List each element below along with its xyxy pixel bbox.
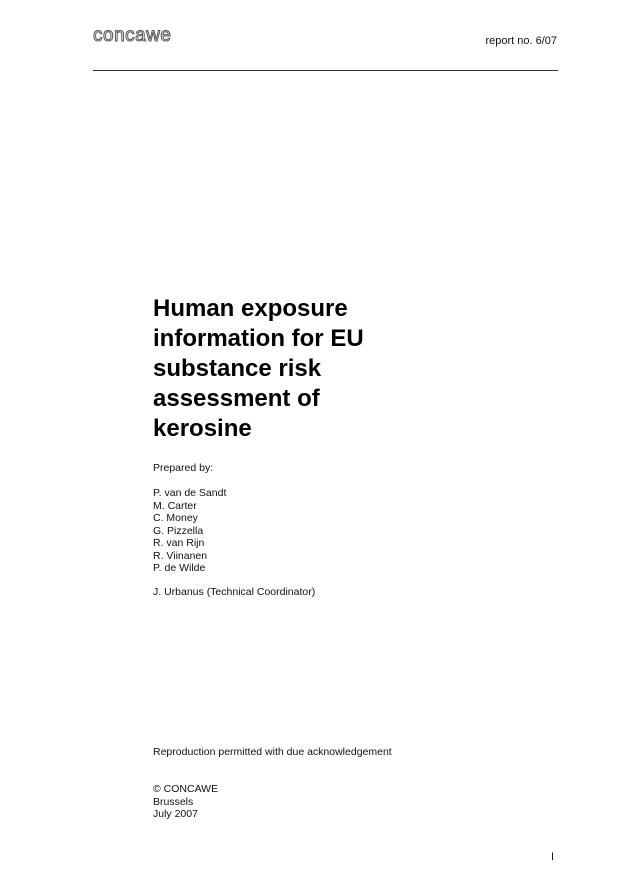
publication-date: July 2007 xyxy=(153,808,198,820)
author-name: C. Money xyxy=(153,512,198,524)
copyright-line: © CONCAWE xyxy=(153,783,219,795)
author-name: G. Pizzella xyxy=(153,524,204,537)
concawe-logo: concawe xyxy=(93,25,172,46)
author-name: M. Carter xyxy=(153,499,197,512)
title-line: Human exposure xyxy=(153,295,348,322)
title-line: assessment of xyxy=(153,385,320,412)
title-line: substance risk xyxy=(153,355,322,382)
technical-coordinator: J. Urbanus (Technical Coordinator) xyxy=(153,586,316,598)
publisher-block xyxy=(153,783,218,821)
reproduction-notice: Reproduction permitted with due acknowledgement xyxy=(153,746,392,758)
report-number: report no. 6/07 xyxy=(485,35,557,47)
author-name: R. Viinanen xyxy=(153,549,208,562)
document-title xyxy=(153,294,443,444)
title-line: kerosine xyxy=(153,415,252,442)
prepared-by-label: Prepared by: xyxy=(153,462,214,474)
page-number: I xyxy=(551,851,555,863)
author-name: P. van de Sandt xyxy=(153,487,227,499)
header-divider xyxy=(93,70,558,71)
author-name: P. de Wilde xyxy=(153,562,206,574)
publisher-city: Brussels xyxy=(153,795,194,808)
author-name: R. van Rijn xyxy=(153,537,205,549)
author-list xyxy=(153,487,226,575)
title-line: information for EU xyxy=(153,325,364,352)
